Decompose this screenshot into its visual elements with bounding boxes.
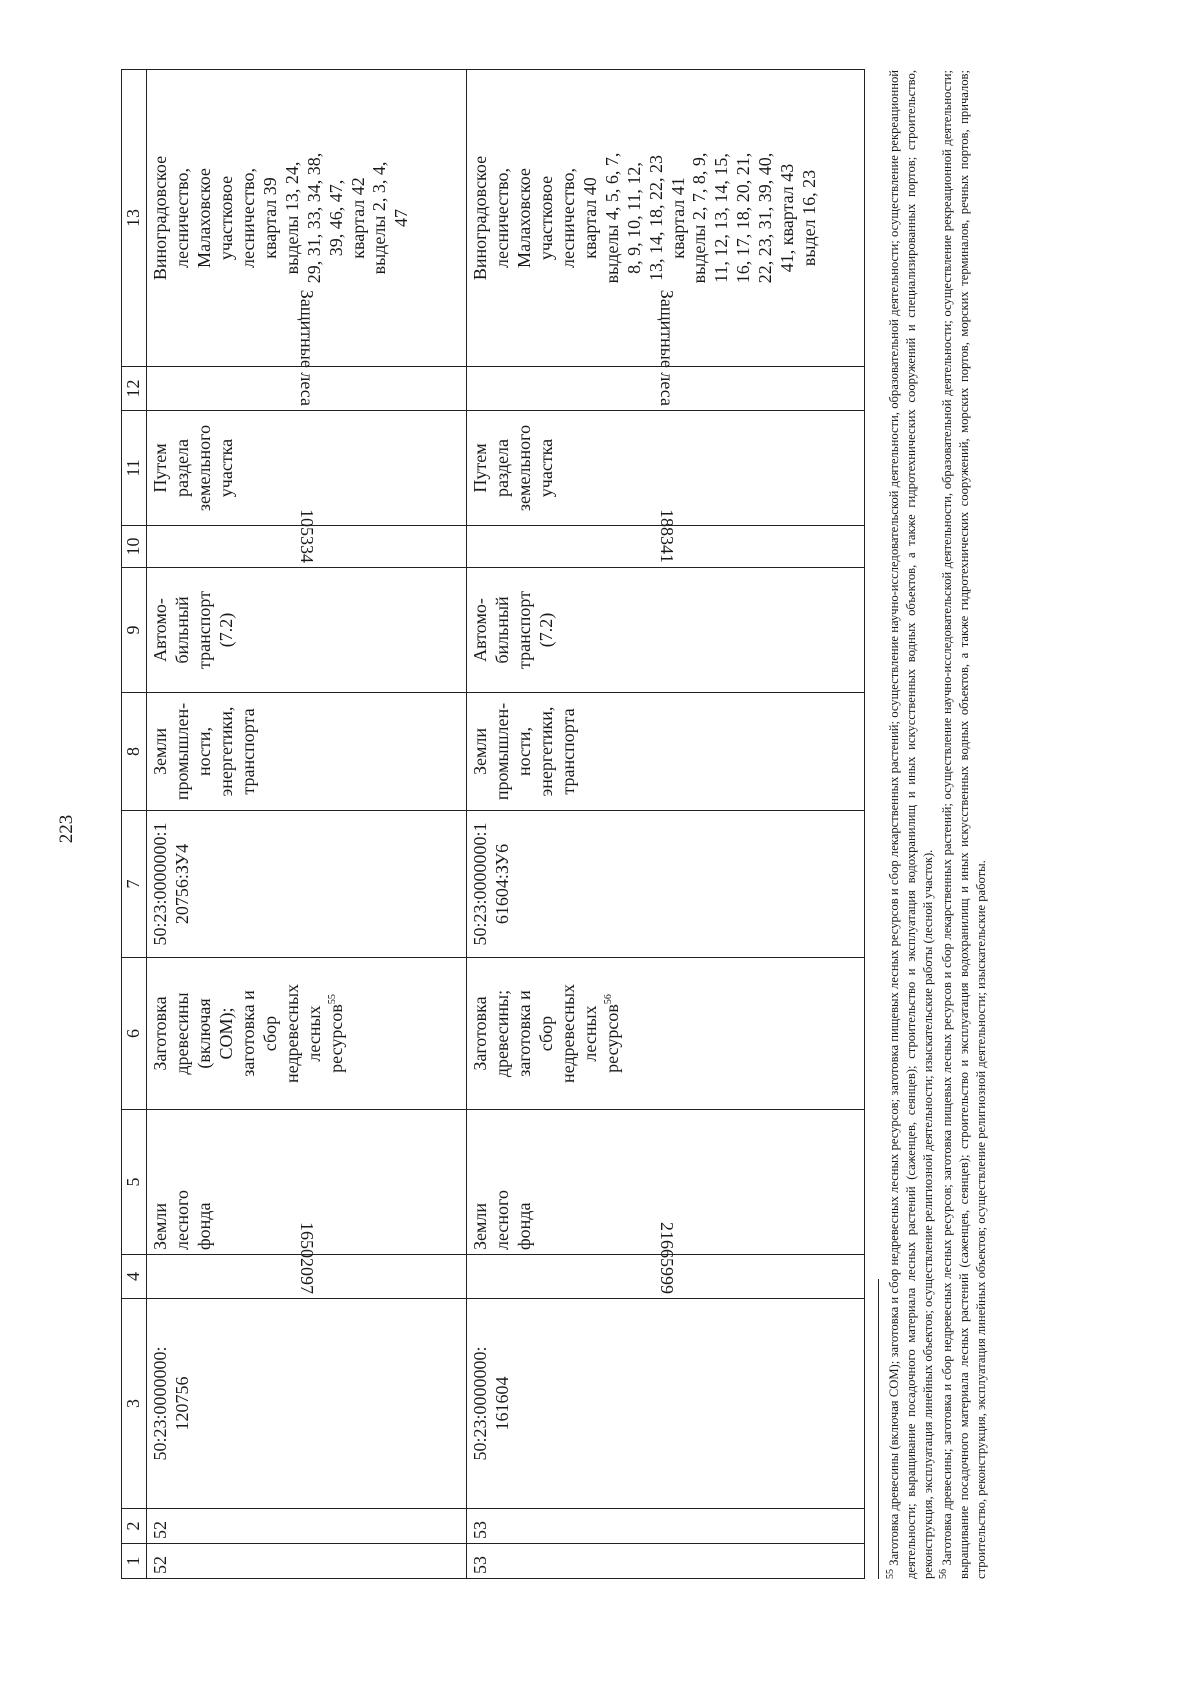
- source-area-cell: [146, 1222, 466, 1299]
- footnote-ref: 56: [602, 994, 614, 1005]
- forest-purpose-cell: [466, 289, 864, 411]
- plot-number: 53: [466, 1509, 864, 1544]
- new-area-value: 105334: [297, 509, 318, 563]
- forest-purpose: Защитные леса: [656, 289, 677, 406]
- column-header: 11: [122, 411, 147, 526]
- land-category: Земли лесного фонда: [466, 1110, 864, 1255]
- column-header: 8: [122, 693, 147, 811]
- footnote: [884, 70, 937, 1579]
- forest-purpose-cell: [146, 289, 466, 411]
- column-header: 9: [122, 568, 147, 693]
- column-header: 10: [122, 526, 147, 568]
- new-permitted-use: Автомо- бильный транспорт (7.2): [146, 568, 466, 693]
- footnotes: [878, 70, 990, 1579]
- new-permitted-use: Автомо- бильный транспорт (7.2): [466, 568, 864, 693]
- formation-method: Путем раздела земельного участка: [466, 411, 864, 526]
- permitted-use: Заготовка древесины (включая СОМ); заготовка и сбор недревесных лесных ресурсов: [149, 983, 346, 1084]
- column-number-row: [122, 70, 147, 1579]
- footnote-text: Заготовка древесины; заготовка и сбор недревесных лесных ресурсов; заготовка пищевых лесных ресурсов и сбор лекарственных растений; осуществление научно-исследовательской деятельности, образовательной деятельности; осуществление рекреационной деятельности; выращивание посадочного материала лесных растений (саженцев, сеянцев); строительство и эксплуатация водохранилищ и иных искусственных водных объектов, а также гидротехнических сооружений, морских портов, морских терминалов, речных портов, причалов; строительство, реконструкция, эксплуатация линейных объектов; осуществление религиозной деятельности; изыскательские работы.: [940, 69, 988, 1579]
- new-plot-designation: 50:23:0000000:1 20756:ЗУ4: [146, 811, 466, 958]
- footnote-mark: 56: [937, 1569, 949, 1579]
- column-header: 4: [122, 1255, 147, 1299]
- plot-number: 52: [146, 1509, 466, 1544]
- page-number: 223: [56, 814, 77, 844]
- land-plot-table: [121, 69, 865, 1579]
- row-number: 53: [466, 1544, 864, 1579]
- column-header: 13: [122, 70, 147, 367]
- forest-location: Виноградовское лесничество, Малаховское участковое лесничество, квартал 39 выделы 13, 24, 29, 31, 33, 34, 38, 39, 46, 47, квартал 42 выделы 2, 3, 4, 47: [146, 70, 466, 367]
- permitted-use-cell: [466, 958, 864, 1110]
- footnote-mark: 55: [885, 1569, 896, 1579]
- column-header: 7: [122, 811, 147, 958]
- source-area-value: 21665999: [656, 1222, 677, 1294]
- row-number: 52: [146, 1544, 466, 1579]
- footnote-ref: 55: [326, 994, 338, 1005]
- new-area-cell: [466, 509, 864, 568]
- source-area-value: 16502097: [297, 1222, 318, 1294]
- land-category: Земли лесного фонда: [146, 1110, 466, 1255]
- forest-purpose: Защитные леса: [297, 289, 318, 406]
- permitted-use-cell: [146, 958, 466, 1110]
- forest-location: Виноградовское лесничество, Малаховское участковое лесничество, квартал 40 выделы 4, 5, 6, 7, 8, 9, 10, 11, 12, 13, 14, 18, 22, 23 квартал 41 выделы 2, 7, 8, 9, 11, 12, 13, 14, 15, 16, 17, 18, 20, 21, 22, 23, 31, 39, 40, 41, квартал 43 выдел 16, 23: [466, 70, 864, 367]
- column-header: 3: [122, 1299, 147, 1509]
- column-header: 6: [122, 958, 147, 1110]
- new-area-value: 188341: [656, 509, 677, 563]
- column-header: 1: [122, 1544, 147, 1579]
- source-cadastral-number: 50:23:0000000: 161604: [466, 1299, 864, 1509]
- footnote: [937, 70, 990, 1579]
- permitted-use: Заготовка древесины; заготовка и сбор недревесных лесных ресурсов: [469, 983, 622, 1084]
- source-cadastral-number: 50:23:0000000: 120756: [146, 1299, 466, 1509]
- source-area-cell: [466, 1222, 864, 1299]
- column-header: 12: [122, 367, 147, 411]
- footnote-divider: [878, 1279, 879, 1579]
- new-land-category: Земли промышлен- ности, энергетики, транспорта: [146, 693, 466, 811]
- table-row: [146, 70, 466, 1579]
- footnote-text: Заготовка древесины (включая СОМ); заготовка и сбор недревесных лесных ресурсов; заготовка пищевых лесных ресурсов и сбор лекарственных растений; осуществление научно-исследовательской деятельности, образовательной деятельности; осуществление рекреационной деятельности; выращивание посадочного материала лесных растений (саженцев, сеянцев); строительство и эксплуатация водохранилищ и иных искусственных водных объектов, а также гидротехнических сооружений и специализированных портов; строительство, реконструкция, эксплуатация линейных объектов; осуществление религиозной деятельности; изыскательские работы (лесной участок).: [887, 70, 935, 1579]
- new-plot-designation: 50:23:0000000:1 61604:ЗУ6: [466, 811, 864, 958]
- formation-method: Путем раздела земельного участка: [146, 411, 466, 526]
- new-area-cell: [146, 509, 466, 568]
- column-header: 5: [122, 1110, 147, 1255]
- new-land-category: Земли промышлен- ности, энергетики, транспорта: [466, 693, 864, 811]
- column-header: 2: [122, 1509, 147, 1544]
- table-row: [466, 70, 864, 1579]
